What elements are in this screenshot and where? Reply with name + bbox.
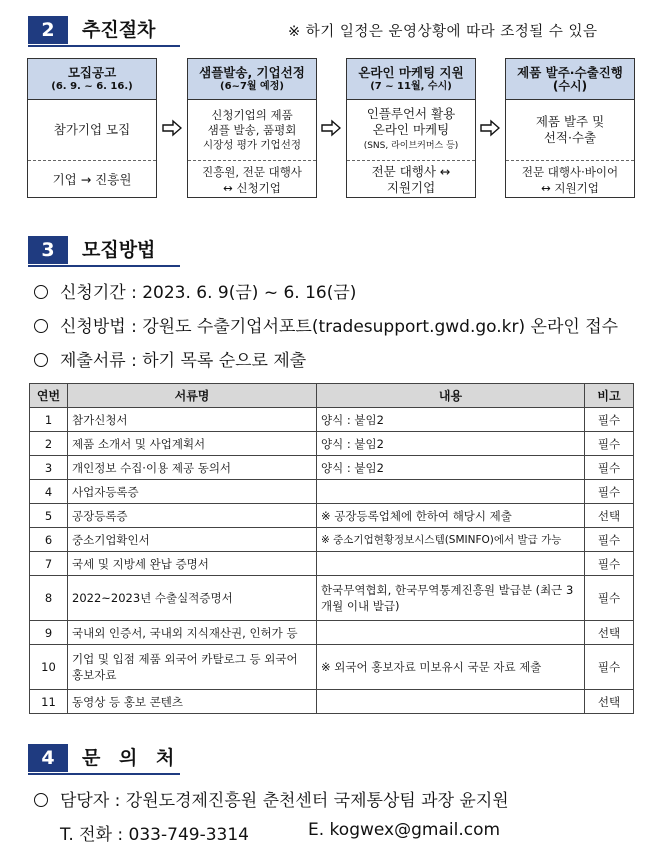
step-flow: ↔ 신청기업 [223, 181, 281, 195]
cell-note: 선택 [585, 504, 634, 528]
step-title: 온라인 마케팅 지원 [358, 65, 464, 80]
table-row [30, 432, 634, 456]
cell-name: 공장등록증 [68, 504, 317, 528]
cell-name: 국내외 인증서, 국내외 지식재산권, 인허가 등 [68, 621, 317, 645]
section-underline [28, 773, 180, 775]
step-desc: 참가기업 모집 [53, 122, 131, 137]
circle-bullet-icon [34, 793, 48, 807]
step-desc: 신청기업의 제품 [211, 107, 293, 122]
cell-no: 9 [30, 621, 68, 645]
col-header-no: 연번 [30, 384, 68, 408]
cell-name: 사업자등록증 [68, 480, 317, 504]
circle-bullet-icon [34, 285, 48, 299]
cell-content: ※ 공장등록업체에 한하여 해당시 제출 [317, 504, 585, 528]
section-underline [28, 45, 180, 47]
bullet-application-period: 신청기간 : 2023. 6. 9(금) ~ 6. 16(금) [34, 278, 356, 303]
table-row [30, 645, 634, 690]
section-title: 모집방법 [82, 239, 156, 261]
cell-note: 필수 [585, 432, 634, 456]
contact-phone: T. 전화 : 033-749-3314 [60, 825, 249, 845]
table-row [30, 480, 634, 504]
cell-note: 필수 [585, 408, 634, 432]
cell-note: 필수 [585, 552, 634, 576]
cell-no: 6 [30, 528, 68, 552]
step-title: 모집공고 [67, 65, 117, 80]
table-row [30, 456, 634, 480]
cell-note: 필수 [585, 576, 634, 621]
step-desc: 샘플 발송, 품평회 [207, 122, 297, 137]
step-desc: 선적·수출 [543, 130, 597, 145]
table-row [30, 552, 634, 576]
cell-no: 5 [30, 504, 68, 528]
section-3-header [28, 236, 228, 266]
circle-bullet-icon [34, 353, 48, 367]
table-row [30, 408, 634, 432]
cell-no: 2 [30, 432, 68, 456]
cell-no: 7 [30, 552, 68, 576]
cell-name: 기업 및 입점 제품 외국어 카탈로그 등 외국어 홍보자료 [68, 645, 317, 690]
step-flow: 진흥원, 전문 대행사 [202, 165, 302, 179]
step-flow: 지원기업 [386, 180, 436, 195]
cell-content [317, 480, 585, 504]
cell-content: 한국무역협회, 한국무역통계진흥원 발급분 (최근 3개월 이내 발급) [317, 576, 585, 621]
cell-content [317, 690, 585, 714]
arrow-right-icon [480, 119, 500, 137]
section-number: 4 [28, 744, 68, 772]
cell-no: 10 [30, 645, 68, 690]
step-period: (6. 9. ~ 6. 16.) [51, 81, 133, 92]
table-row [30, 528, 634, 552]
cell-name: 참가신청서 [68, 408, 317, 432]
contact-email: E. kogwex@gmail.com [308, 820, 501, 840]
cell-content: 양식 : 붙임2 [317, 432, 585, 456]
arrow-right-icon [321, 119, 341, 137]
section-title: 추진절차 [82, 19, 156, 41]
cell-content [317, 621, 585, 645]
cell-name: 개인정보 수집·이용 제공 동의서 [68, 456, 317, 480]
cell-content: 양식 : 붙임2 [317, 408, 585, 432]
step-title: 제품 발주·수출진행 [517, 65, 623, 80]
cell-content: ※ 외국어 홍보자료 미보유시 국문 자료 제출 [317, 645, 585, 690]
step-desc: 시장성 평가 기업선정 [203, 138, 301, 151]
table-row [30, 690, 634, 714]
cell-name: 동영상 등 홍보 콘텐츠 [68, 690, 317, 714]
cell-no: 11 [30, 690, 68, 714]
cell-content: 양식 : 붙임2 [317, 456, 585, 480]
cell-note: 필수 [585, 645, 634, 690]
step-desc: (SNS, 라이브커머스 등) [363, 141, 459, 151]
cell-name: 중소기업확인서 [68, 528, 317, 552]
step-period: (6~7월 예정) [220, 81, 284, 92]
cell-content [317, 552, 585, 576]
bullet-application-method: 신청방법 : 강원도 수출기업서포트(tradesupport.gwd.go.kr) 온라인 접수 [34, 312, 618, 337]
step-desc: 온라인 마케팅 [372, 122, 450, 137]
step-period: (7 ~ 11월, 수시) [370, 81, 452, 92]
step-box-1 [27, 58, 157, 198]
section-title: 문 의 처 [82, 747, 181, 769]
step-title: 샘플발송, 기업선정 [199, 65, 305, 80]
col-header-content: 내용 [317, 384, 585, 408]
table-row [30, 576, 634, 621]
section-4-header [28, 744, 228, 774]
step-box-2 [187, 58, 317, 198]
section-2-header [28, 16, 628, 46]
step-desc: 인플루언서 활용 [366, 106, 456, 121]
cell-no: 1 [30, 408, 68, 432]
table-header-row [30, 384, 634, 408]
cell-name: 제품 소개서 및 사업계획서 [68, 432, 317, 456]
cell-no: 4 [30, 480, 68, 504]
step-period: (수시) [552, 79, 588, 93]
col-header-name: 서류명 [68, 384, 317, 408]
documents-table [29, 383, 634, 714]
contact-person: 담당자 : 강원도경제진흥원 춘천센터 국제통상팀 과장 윤지원 [34, 786, 509, 811]
step-flow: 전문 대행사·바이어 [521, 165, 619, 179]
step-flow: 기업 → 진흥원 [52, 172, 132, 187]
cell-no: 8 [30, 576, 68, 621]
section-number: 2 [28, 16, 68, 44]
step-desc: 제품 발주 및 [535, 114, 605, 129]
section-number: 3 [28, 236, 68, 264]
table-row [30, 504, 634, 528]
bullet-documents: 제출서류 : 하기 목록 순으로 제출 [34, 346, 306, 371]
step-flow: ↔ 지원기업 [541, 181, 599, 195]
cell-name: 2022~2023년 수출실적증명서 [68, 576, 317, 621]
section-underline [28, 265, 180, 267]
arrow-right-icon [162, 119, 182, 137]
cell-note: 선택 [585, 690, 634, 714]
cell-note: 필수 [585, 528, 634, 552]
table-row [30, 621, 634, 645]
step-flow: 전문 대행사 ↔ [371, 164, 451, 179]
col-header-note: 비고 [585, 384, 634, 408]
cell-name: 국세 및 지방세 완납 증명서 [68, 552, 317, 576]
step-box-3 [346, 58, 476, 198]
cell-note: 선택 [585, 621, 634, 645]
cell-note: 필수 [585, 456, 634, 480]
cell-no: 3 [30, 456, 68, 480]
circle-bullet-icon [34, 319, 48, 333]
cell-note: 필수 [585, 480, 634, 504]
cell-content: ※ 중소기업현황정보시스템(SMINFO)에서 발급 가능 [317, 528, 585, 552]
step-box-4 [505, 58, 635, 198]
schedule-note: ※ 하기 일정은 운영상황에 따라 조정될 수 있음 [288, 24, 598, 40]
